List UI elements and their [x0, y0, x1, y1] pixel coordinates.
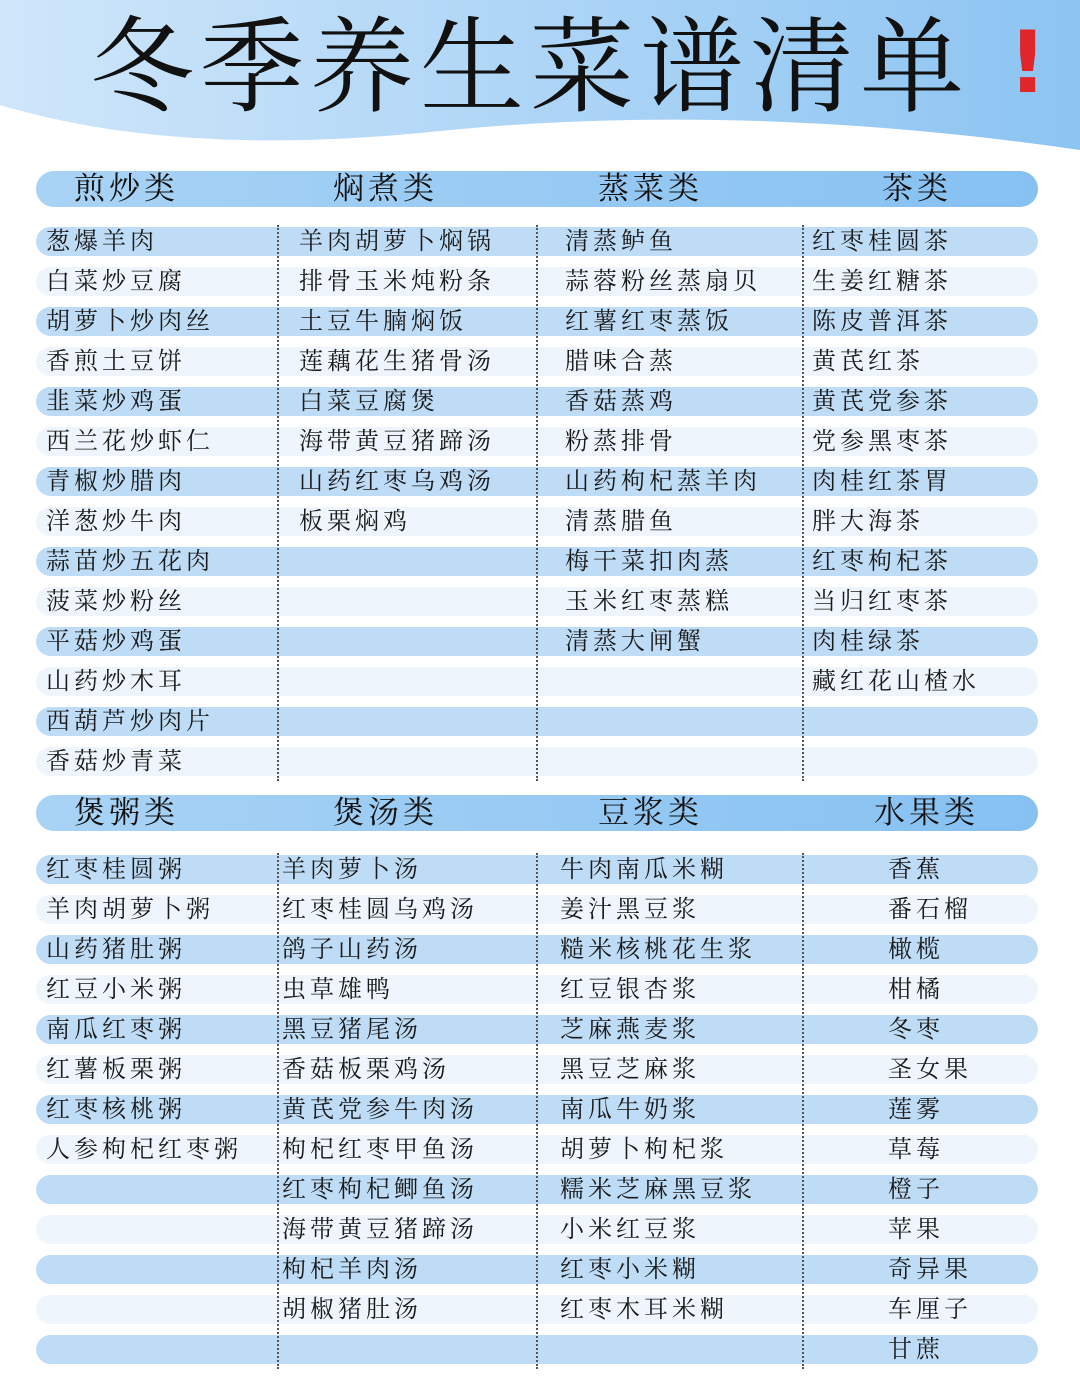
dish-cell: 肉桂红茶胃 — [812, 467, 952, 495]
dish-cell: 生姜红糖茶 — [812, 267, 952, 295]
dish-cell: 南瓜牛奶浆 — [560, 1095, 700, 1123]
title-exclamation-mark: ! — [1008, 13, 1048, 113]
dish-cell: 藏红花山楂水 — [812, 667, 980, 695]
category-header-steam: 蒸菜类 — [598, 171, 703, 207]
category-header-soup: 煲汤类 — [333, 795, 438, 831]
column-divider — [802, 853, 804, 1369]
dish-cell: 小米红豆浆 — [560, 1215, 700, 1243]
dish-cell: 香菇炒青菜 — [46, 747, 186, 775]
dish-cell: 番石榴 — [888, 895, 972, 923]
dish-cell: 排骨玉米炖粉条 — [299, 267, 495, 295]
dish-cell: 西葫芦炒肉片 — [46, 707, 214, 735]
dish-cell: 山药猪肚粥 — [46, 935, 186, 963]
dish-cell: 清蒸大闸蟹 — [565, 627, 705, 655]
dish-cell: 羊肉胡萝卜焖锅 — [299, 227, 495, 255]
dish-cell: 奇异果 — [888, 1255, 972, 1283]
dish-cell: 红枣枸杞鲫鱼汤 — [282, 1175, 478, 1203]
dish-cell: 枸杞红枣甲鱼汤 — [282, 1135, 478, 1163]
dish-cell: 山药红枣乌鸡汤 — [299, 467, 495, 495]
dish-cell: 黄芪党参牛肉汤 — [282, 1095, 478, 1123]
dish-cell: 红薯红枣蒸饭 — [565, 307, 733, 335]
dish-cell: 洋葱炒牛肉 — [46, 507, 186, 535]
dish-cell: 山药炒木耳 — [46, 667, 186, 695]
dish-cell: 黄芪红茶 — [812, 347, 924, 375]
dish-cell: 梅干菜扣肉蒸 — [565, 547, 733, 575]
dish-cell: 糙米核桃花生浆 — [560, 935, 756, 963]
dish-cell: 枸杞羊肉汤 — [282, 1255, 422, 1283]
category-header-stir-fry: 煎炒类 — [74, 171, 179, 207]
dish-cell: 土豆牛腩焖饭 — [299, 307, 467, 335]
dish-cell: 香蕉 — [888, 855, 944, 883]
column-divider — [277, 853, 279, 1369]
dish-cell: 海带黄豆猪蹄汤 — [282, 1215, 478, 1243]
dish-cell: 清蒸腊鱼 — [565, 507, 677, 535]
dish-cell: 胖大海茶 — [812, 507, 924, 535]
section-2-rows — [36, 849, 1038, 1369]
dish-cell: 韭菜炒鸡蛋 — [46, 387, 186, 415]
dish-cell: 红薯板栗粥 — [46, 1055, 186, 1083]
dish-cell: 车厘子 — [888, 1295, 972, 1323]
dish-cell: 圣女果 — [888, 1055, 972, 1083]
section-1-rows — [36, 221, 1038, 781]
dish-cell: 柑橘 — [888, 975, 944, 1003]
category-header-fruit: 水果类 — [874, 795, 979, 831]
dish-cell: 党参黑枣茶 — [812, 427, 952, 455]
dish-cell: 姜汁黑豆浆 — [560, 895, 700, 923]
dish-cell: 葱爆羊肉 — [46, 227, 158, 255]
dish-cell: 山药枸杞蒸羊肉 — [565, 467, 761, 495]
dish-cell: 红枣桂圆粥 — [46, 855, 186, 883]
dish-cell: 虫草雄鸭 — [282, 975, 394, 1003]
dish-cell: 红枣桂圆茶 — [812, 227, 952, 255]
dish-cell: 清蒸鲈鱼 — [565, 227, 677, 255]
dish-cell: 西兰花炒虾仁 — [46, 427, 214, 455]
dish-cell: 糯米芝麻黑豆浆 — [560, 1175, 756, 1203]
dish-cell: 橄榄 — [888, 935, 944, 963]
dish-cell: 黄芪党参茶 — [812, 387, 952, 415]
dish-cell: 白菜豆腐煲 — [299, 387, 439, 415]
dish-cell: 羊肉萝卜汤 — [282, 855, 422, 883]
category-header-porridge: 煲粥类 — [74, 795, 179, 831]
dish-cell: 海带黄豆猪蹄汤 — [299, 427, 495, 455]
section-2-header — [36, 795, 1038, 831]
dish-cell: 平菇炒鸡蛋 — [46, 627, 186, 655]
dish-cell: 羊肉胡萝卜粥 — [46, 895, 214, 923]
dish-cell: 菠菜炒粉丝 — [46, 587, 186, 615]
category-header-tea: 茶类 — [882, 171, 952, 207]
dish-cell: 莲藕花生猪骨汤 — [299, 347, 495, 375]
dish-cell: 苹果 — [888, 1215, 944, 1243]
dish-cell: 黑豆芝麻浆 — [560, 1055, 700, 1083]
section-1-header — [36, 171, 1038, 207]
dish-cell: 牛肉南瓜米糊 — [560, 855, 728, 883]
dish-cell: 红枣枸杞茶 — [812, 547, 952, 575]
column-divider — [277, 225, 279, 781]
dish-cell: 当归红枣茶 — [812, 587, 952, 615]
column-divider — [802, 225, 804, 781]
dish-cell: 板栗焖鸡 — [299, 507, 411, 535]
dish-cell: 莲雾 — [888, 1095, 944, 1123]
category-header-braise: 焖煮类 — [333, 171, 438, 207]
dish-cell: 玉米红枣蒸糕 — [565, 587, 733, 615]
dish-cell: 红豆银杏浆 — [560, 975, 700, 1003]
dish-cell: 蒜苗炒五花肉 — [46, 547, 214, 575]
dish-cell: 蒜蓉粉丝蒸扇贝 — [565, 267, 761, 295]
dish-cell: 橙子 — [888, 1175, 944, 1203]
dish-cell: 肉桂绿茶 — [812, 627, 924, 655]
dish-cell: 青椒炒腊肉 — [46, 467, 186, 495]
column-divider — [536, 225, 538, 781]
dish-cell: 香菇板栗鸡汤 — [282, 1055, 450, 1083]
menu-section-2 — [36, 795, 1038, 1377]
dish-cell: 鸽子山药汤 — [282, 935, 422, 963]
dish-cell: 香煎土豆饼 — [46, 347, 186, 375]
dish-cell: 红枣木耳米糊 — [560, 1295, 728, 1323]
dish-cell: 胡椒猪肚汤 — [282, 1295, 422, 1323]
dish-cell: 草莓 — [888, 1135, 944, 1163]
dish-cell: 胡萝卜炒肉丝 — [46, 307, 214, 335]
dish-cell: 黑豆猪尾汤 — [282, 1015, 422, 1043]
dish-cell: 甘蔗 — [888, 1335, 944, 1363]
dish-cell: 南瓜红枣粥 — [46, 1015, 186, 1043]
dish-cell: 胡萝卜枸杞浆 — [560, 1135, 728, 1163]
dish-cell: 陈皮普洱茶 — [812, 307, 952, 335]
page-title: 冬季养生菜谱清单 — [90, 6, 971, 128]
dish-cell: 粉蒸排骨 — [565, 427, 677, 455]
dish-cell: 香菇蒸鸡 — [565, 387, 677, 415]
dish-cell: 白菜炒豆腐 — [46, 267, 186, 295]
dish-cell: 冬枣 — [888, 1015, 944, 1043]
dish-cell: 腊味合蒸 — [565, 347, 677, 375]
dish-cell: 红豆小米粥 — [46, 975, 186, 1003]
column-divider — [536, 853, 538, 1369]
dish-cell: 红枣小米糊 — [560, 1255, 700, 1283]
category-header-soy-milk: 豆浆类 — [598, 795, 703, 831]
menu-section-1 — [36, 171, 1038, 779]
dish-cell: 芝麻燕麦浆 — [560, 1015, 700, 1043]
dish-cell: 人参枸杞红枣粥 — [46, 1135, 242, 1163]
dish-cell: 红枣核桃粥 — [46, 1095, 186, 1123]
dish-cell: 红枣桂圆乌鸡汤 — [282, 895, 478, 923]
